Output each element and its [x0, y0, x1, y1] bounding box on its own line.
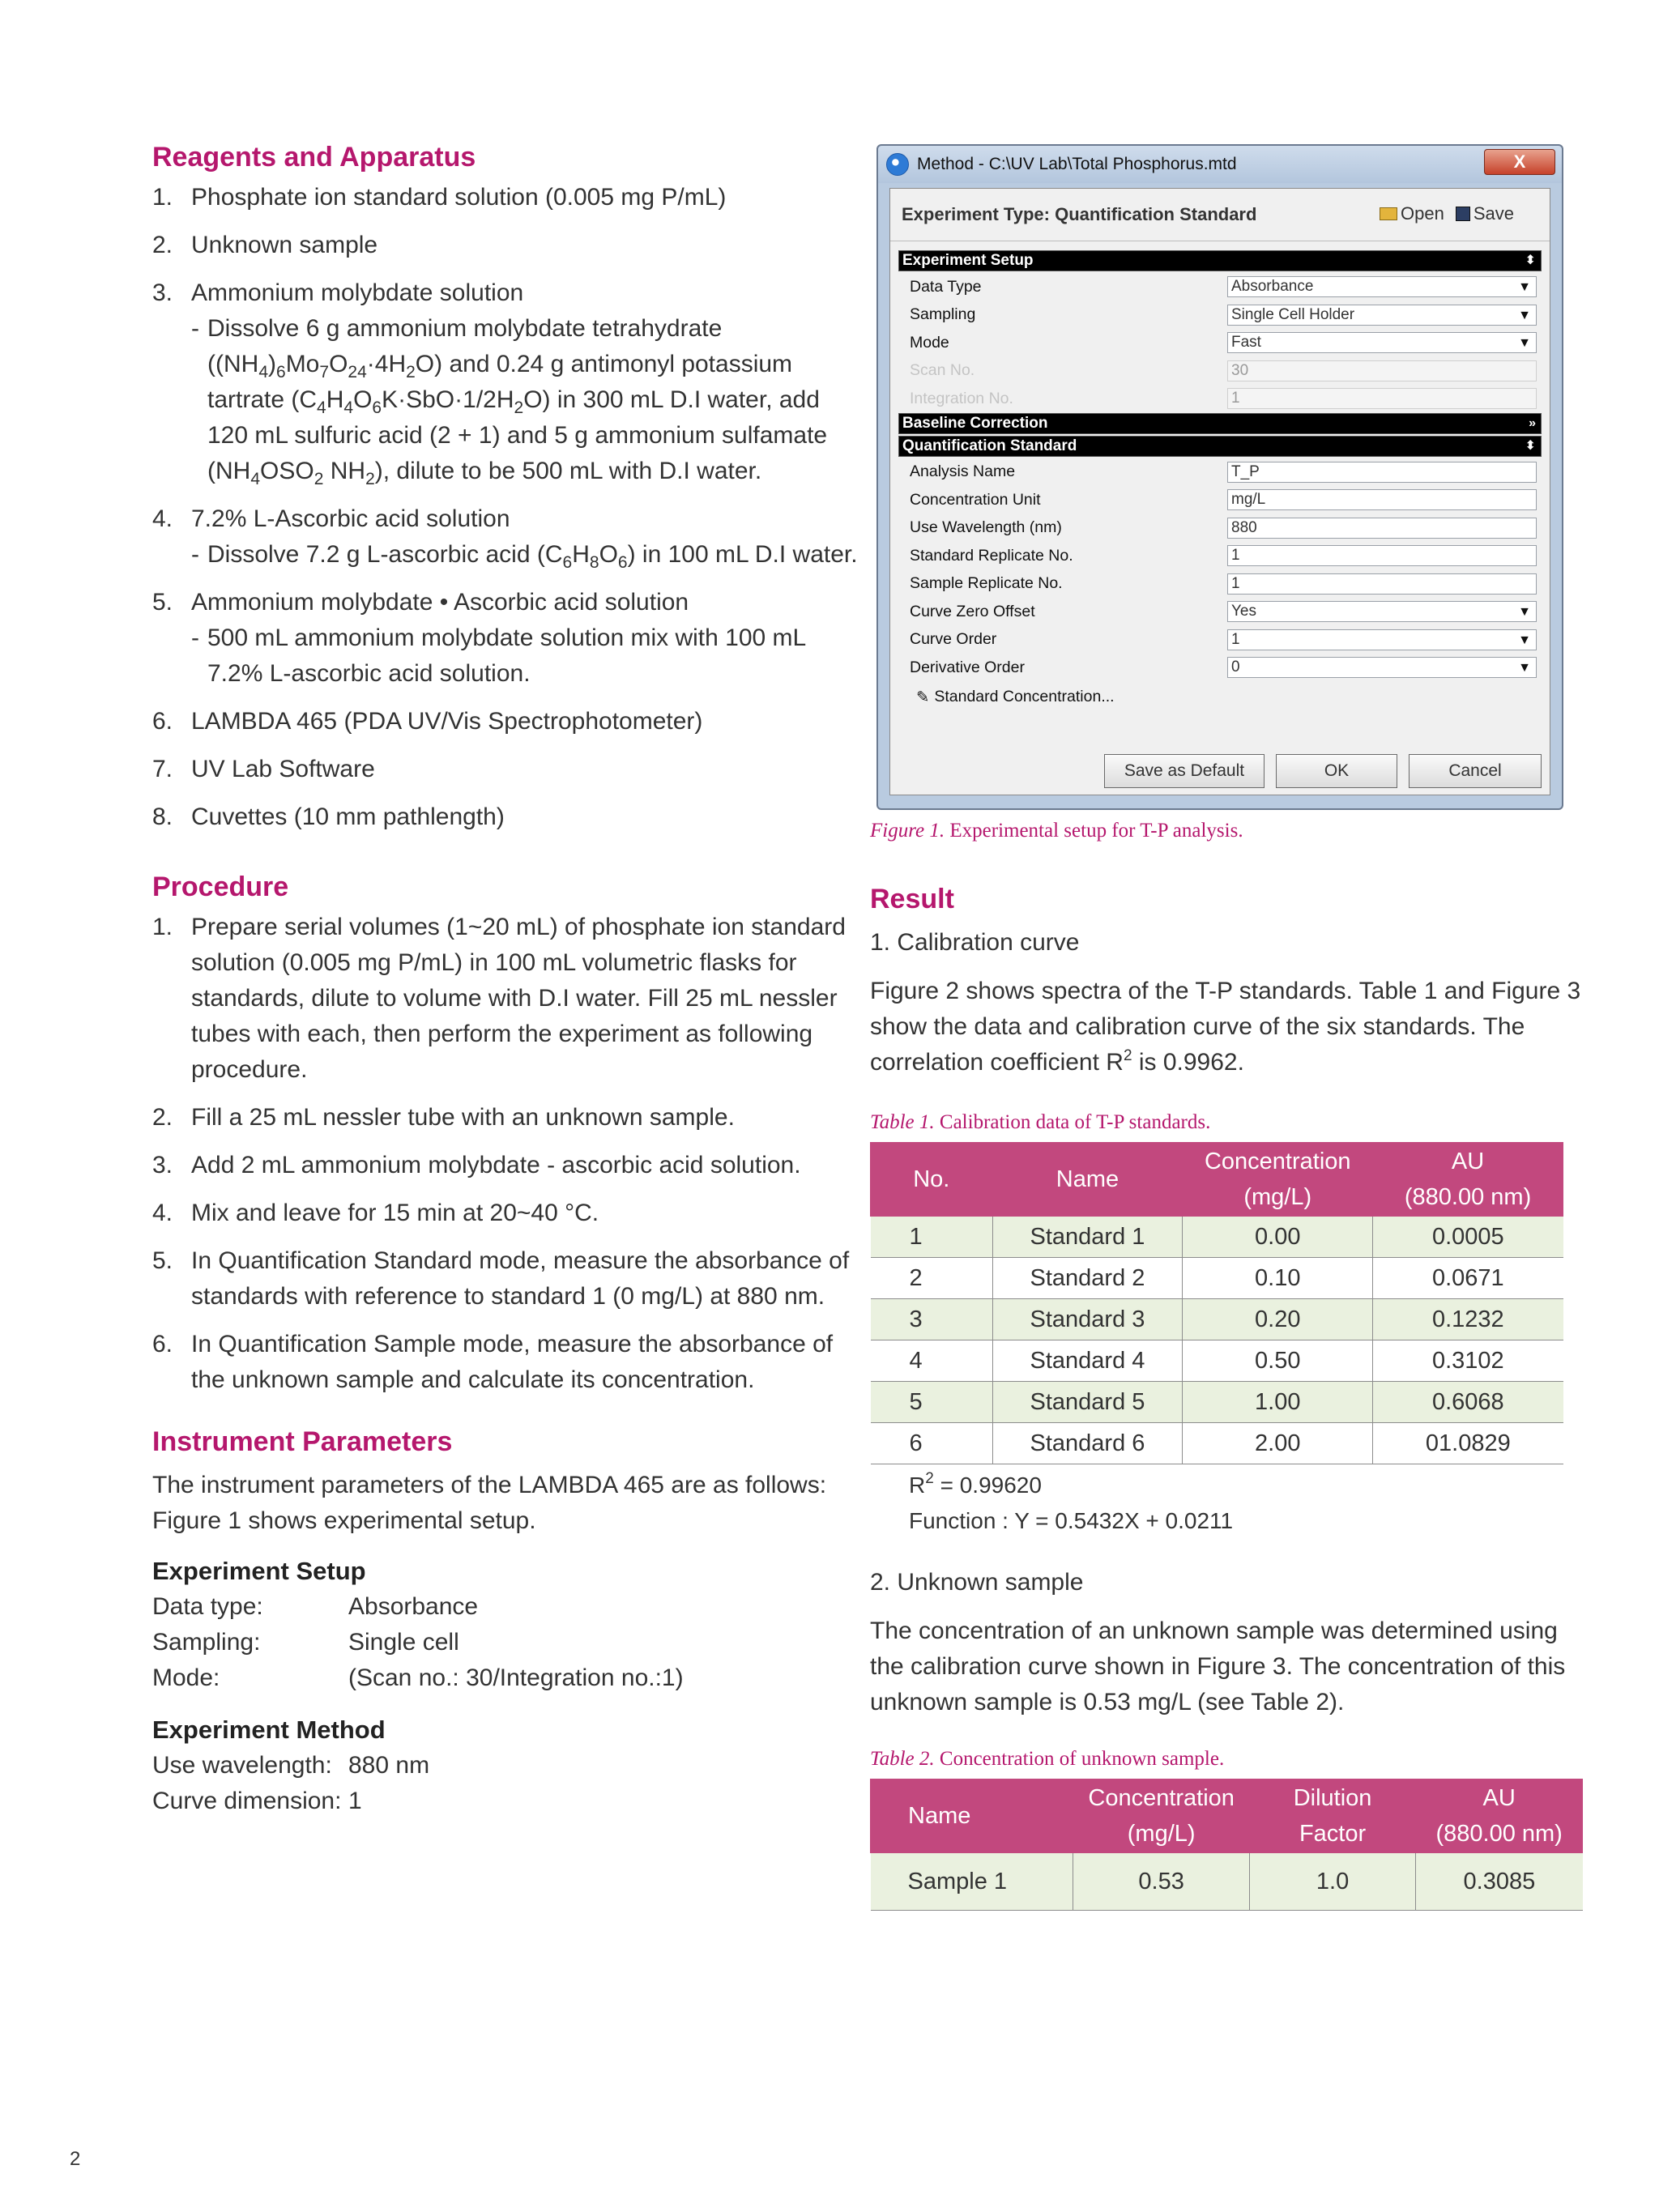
r-squared-note: $R^2 = 0.99620$: [909, 1470, 1042, 1498]
list-item: 1. Phosphate ion standard solution (0.005 mg P/mL): [152, 184, 727, 211]
calibration-table: [870, 1142, 1563, 1464]
property-row: Standard Replicate No. 1: [898, 542, 1542, 570]
column-header: Name: [871, 1779, 1073, 1853]
reagents-list: [152, 180, 865, 835]
property-row: Use Wavelength (nm) 880: [898, 514, 1542, 543]
instrument-intro: The instrument parameters of the LAMBDA 465 are as follows: Figure 1 shows experimental setup.: [152, 1472, 827, 1534]
table-row: 2 Standard 2 0.10 0.0671: [871, 1258, 1563, 1299]
column-header: Concentration (mg/L): [1073, 1779, 1249, 1853]
property-row: Analysis Name T_P: [898, 458, 1542, 487]
section-quantification-standard[interactable]: Quantification Standard ⬍: [898, 436, 1542, 457]
property-row: Integration No. 1: [898, 385, 1542, 413]
result-paragraph-2: The concentration of an unknown sample was determined using the calibration curve shown in Figure 3. The concentration of this unknown sample is 0.53 mg/L (see Table 2).: [870, 1617, 1566, 1715]
table-row: 3 Standard 3 0.20 0.1232: [871, 1299, 1563, 1340]
figure1-caption: Figure 1. Experimental setup for T-P analysis.: [870, 820, 1243, 842]
concentration-unit-input[interactable]: mg/L: [1227, 489, 1537, 510]
table-row: 4 Standard 4 0.50 0.3102: [871, 1340, 1563, 1382]
dropdown-arrow-icon: ▼: [1518, 280, 1531, 295]
list-item: 6. In Quantification Sample mode, measure the absorbance of the unknown sample and calculate its concentration.: [152, 1331, 834, 1393]
experiment-type-label: Experiment Type: Quantification Standard: [902, 204, 1257, 224]
result-heading: Result: [870, 884, 954, 914]
list-item: 2. Unknown sample: [152, 232, 378, 258]
standard-concentration-link[interactable]: ✎ Standard Concentration...: [916, 688, 1115, 706]
curve-order-select[interactable]: 1 ▼: [1227, 629, 1537, 650]
table1-caption: Table 1. Calibration data of T-P standards.: [870, 1111, 1211, 1133]
reagents-heading: Reagents and Apparatus: [152, 142, 476, 173]
item4-detail: - Dissolve 7.2 g L-ascorbic acid $(C_6H_8O_6)$ in 100 mL D.I water.: [191, 541, 858, 572]
property-row: Sampling Single Cell Holder ▼: [898, 301, 1542, 330]
property-row: Derivative Order 0 ▼: [898, 654, 1542, 682]
table-row: 1 Standard 1 0.00 0.0005: [871, 1217, 1563, 1258]
list-item: 6. LAMBDA 465 (PDA UV/Vis Spectrophotometer): [152, 708, 703, 735]
instrument-heading: Instrument Parameters: [152, 1426, 453, 1457]
setup-row: Data type: Absorbance: [152, 1593, 479, 1620]
property-row: Curve Zero Offset Yes ▼: [898, 598, 1542, 626]
collapse-icon: ⬍: [1525, 254, 1536, 267]
setup-row: Mode: (Scan no.: 30/Integration no.:1): [152, 1664, 684, 1691]
close-button[interactable]: X: [1484, 149, 1555, 175]
table-row: 5 Standard 5 1.00 0.6068: [871, 1382, 1563, 1423]
setup-row: Sampling: Single cell: [152, 1629, 459, 1656]
list-item: 4. 7.2% L-Ascorbic acid solution - Dissolve 7.2 g L-ascorbic acid $(C_6H_8O_6)$ in 100 mL D.I water.: [152, 501, 865, 573]
column-header: AU (880.00 nm): [1373, 1143, 1563, 1217]
dialog-button-bar: [1104, 754, 1542, 788]
list-item: 8. Cuvettes (10 mm pathlength): [152, 803, 505, 830]
experiment-method-heading: Experiment Method: [152, 1715, 386, 1744]
procedure-list: [152, 910, 865, 1398]
column-header: No.: [871, 1143, 993, 1217]
property-row: Sample Replicate No. 1: [898, 570, 1542, 599]
wavelength-input[interactable]: 880: [1227, 518, 1537, 539]
column-header: AU (880.00 nm): [1416, 1779, 1583, 1853]
integration-no-field: 1: [1227, 388, 1537, 409]
list-item: 5. In Quantification Standard mode, measure the absorbance of standards with reference to standard 1 (0 mg/L) at 880 nm.: [152, 1247, 850, 1310]
mode-select[interactable]: Fast ▼: [1227, 332, 1537, 353]
sample-replicate-input[interactable]: 1: [1227, 573, 1537, 595]
result-paragraph-1: Figure 2 shows spectra of the T-P standards. Table 1 and Figure 3 show the data and calibration curve of the six standards. The correlation coefficient $R^2$ is 0.9962.: [870, 978, 1581, 1076]
collapse-icon: ⬍: [1525, 438, 1536, 453]
standard-replicate-input[interactable]: 1: [1227, 545, 1537, 566]
save-as-default-button[interactable]: Save as Default: [1104, 754, 1265, 788]
open-button[interactable]: Open: [1380, 203, 1444, 224]
page-number: 2: [70, 2148, 81, 2170]
unknown-subheading: 2. Unknown sample: [870, 1569, 1084, 1596]
dialog-body: [889, 188, 1550, 795]
app-icon: [886, 153, 909, 176]
pencil-icon: ✎: [916, 688, 930, 706]
property-row: Mode Fast ▼: [898, 329, 1542, 357]
property-row: Scan No. 30: [898, 357, 1542, 386]
column-header: Name: [992, 1143, 1183, 1217]
section-experiment-setup[interactable]: Experiment Setup ⬍: [898, 250, 1542, 271]
dropdown-arrow-icon: ▼: [1518, 605, 1531, 620]
curve-zero-offset-select[interactable]: Yes ▼: [1227, 601, 1537, 622]
list-item: 5. Ammonium molybdate • Ascorbic acid solution - 500 mL ammonium molybdate solution mix with 100 mL 7.2% L-ascorbic acid solution.: [152, 585, 865, 692]
function-note: Function : Y = 0.5432X + 0.0211: [909, 1508, 1234, 1533]
dialog-titlebar: [878, 146, 1562, 183]
list-item: 3. Ammonium molybdate solution - Dissolve 6 g ammonium molybdate tetrahydrate $((NH_4)_6Mo_7O_{24}\cdot 4H_2O)$ and 0.24 g antimonyl potassium tartrate $(C_4H_4O_6K\cdot SbO\cdot 1/2H_2O)$ in 300 mL D.I water, add 120 mL sulfuric acid (2 + 1) and 5 g ammonium sulfamate ($NH_4OSO_2$ $NH_2$), dilute to be 500 mL with D.I water.: [152, 275, 865, 489]
ok-button[interactable]: OK: [1276, 754, 1397, 788]
scan-no-field: 30: [1227, 360, 1537, 381]
cancel-button[interactable]: Cancel: [1409, 754, 1542, 788]
unknown-sample-table: [870, 1779, 1583, 1911]
folder-open-icon: [1380, 207, 1397, 220]
dialog-title: Method - C:\UV Lab\Total Phosphorus.mtd: [917, 155, 1237, 173]
derivative-order-select[interactable]: 0 ▼: [1227, 657, 1537, 678]
column-header: Concentration (mg/L): [1183, 1143, 1373, 1217]
list-item: 2. Fill a 25 mL nessler tube with an unknown sample.: [152, 1104, 735, 1131]
right-column: [870, 816, 1583, 1911]
experiment-setup-heading: Experiment Setup: [152, 1557, 366, 1585]
table2-caption: Table 2. Concentration of unknown sample.: [870, 1748, 1225, 1770]
section-baseline-correction[interactable]: Baseline Correction »: [898, 413, 1542, 434]
dropdown-arrow-icon: ▼: [1518, 661, 1531, 676]
list-item: 1. Prepare serial volumes (1~20 mL) of phosphate ion standard solution (0.005 mg P/mL) in 100 mL volumetric flasks for standards, dilute to volume with D.I water. Fill 25 mL nessler tubes with each, then perform the experiment as following procedure.: [152, 914, 846, 1083]
dropdown-arrow-icon: ▼: [1518, 336, 1531, 351]
procedure-heading: Procedure: [152, 872, 289, 902]
save-button[interactable]: Save: [1456, 203, 1514, 224]
list-item: 7. UV Lab Software: [152, 756, 375, 782]
method-row: Use wavelength: 880 nm: [152, 1752, 430, 1779]
expand-icon: »: [1529, 416, 1536, 430]
property-row: Concentration Unit mg/L: [898, 486, 1542, 514]
item5-detail: - 500 mL ammonium molybdate solution mix with 100 mL 7.2% L-ascorbic acid solution.: [191, 624, 807, 687]
property-grid: [898, 250, 1542, 713]
method-row: Curve dimension: 1: [152, 1788, 362, 1814]
table-row: Sample 1 0.53 1.0 0.3085: [871, 1853, 1583, 1911]
data-type-select[interactable]: Absorbance ▼: [1227, 276, 1537, 297]
dropdown-arrow-icon: ▼: [1518, 308, 1531, 322]
item3-detail: - Dissolve 6 g ammonium molybdate tetrahydrate $((NH_4)_6Mo_7O_{24}\cdot 4H_2O)$ and 0.24 g antimonyl potassium tartrate $(C_4H_4O_6K\cdot SbO\cdot 1/2H_2O)$ in 300 mL D.I water, add 120 mL sulfuric acid (2 + 1) and 5 g ammonium sulfamate ($NH_4OSO_2$ $NH_2$), dilute to be 500 mL with D.I water.: [191, 315, 828, 488]
property-row: Curve Order 1 ▼: [898, 626, 1542, 654]
calibration-subheading: 1. Calibration curve: [870, 929, 1080, 956]
sampling-select[interactable]: Single Cell Holder ▼: [1227, 305, 1537, 326]
floppy-disk-icon: [1456, 207, 1470, 221]
column-header: Dilution Factor: [1249, 1779, 1415, 1853]
property-row: Data Type Absorbance ▼: [898, 273, 1542, 301]
left-column: [152, 138, 865, 1819]
table-row: 6 Standard 6 2.00 01.0829: [871, 1423, 1563, 1464]
list-item: 4. Mix and leave for 15 min at 20~40 °C.: [152, 1200, 599, 1226]
list-item: 3. Add 2 mL ammonium molybdate - ascorbic acid solution.: [152, 1152, 801, 1178]
analysis-name-input[interactable]: T_P: [1227, 462, 1537, 483]
method-dialog: [876, 144, 1563, 810]
experiment-type-bar: [890, 189, 1550, 241]
dropdown-arrow-icon: ▼: [1518, 633, 1531, 647]
